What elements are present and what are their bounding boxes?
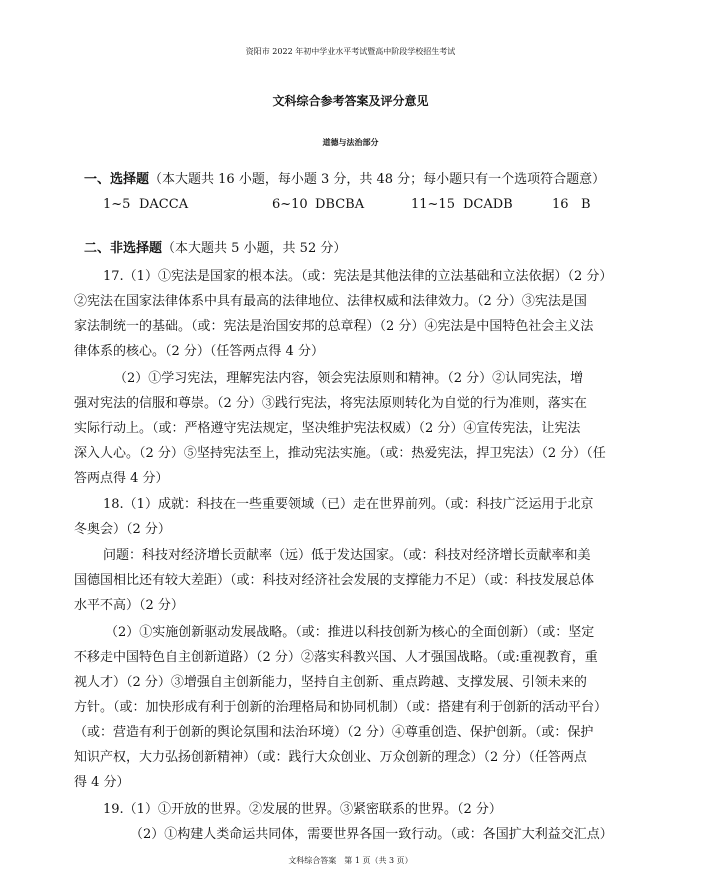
section-title: 道德与法治部分 [322, 138, 379, 147]
answer-value: B [581, 197, 591, 212]
text-line: 冬奥会）（2 分） [74, 522, 171, 537]
text-line: 水平不高）（2 分） [74, 598, 184, 613]
text-line: （2）①学习宪法，理解宪法内容，领会宪法原则和精神。（2 分）②认同宪法，增 [114, 371, 584, 386]
text-line: 强对宪法的信服和尊崇。（2 分）③践行宪法，将宪法原则转化为自觉的行为准则，落实在 [74, 396, 587, 411]
answer-value: DBCBA [315, 197, 365, 212]
text-line: 实际行动上。（或：严格遵守宪法规定，坚决维护宪法权威）（2 分）④宣传宪法，让宪法 [74, 421, 581, 436]
text-line: 国德国相比还有较大差距）（或：科技对经济社会发展的支撑能力不足）（或：科技发展总体 [74, 573, 595, 588]
text-line: 视人才）（2 分）③增强自主创新能力，坚持自主创新、重点跨越、支撑发展、引领未来的 [74, 675, 587, 690]
part1-heading [84, 171, 605, 189]
text-line: （2）①构建人类命运共同体，需要世界各国一致行动。（或：各国扩大利益交汇点） [130, 827, 613, 842]
text-line: 律体系的核心。（2 分）（任答两点得 4 分） [74, 344, 324, 359]
text-line: 家法制统一的基础。（或：宪法是治国安邦的总章程）（2 分）④宪法是中国特色社会主义法 [74, 319, 594, 334]
part2-note: （本大题共 5 小题，共 52 分） [162, 241, 347, 256]
answer-value: DCADB [463, 197, 513, 212]
text-line: （或：营造有利于创新的舆论氛围和法治环境）（2 分）④尊重创造、保护创新。（或：保护 [74, 725, 594, 740]
answer-range: 1~5 [103, 197, 131, 212]
text-line: 得 4 分） [74, 775, 130, 790]
answer-value: DACCA [139, 197, 189, 212]
part1-note: （本大题共 16 小题，每小题 3 分，共 48 分；每小题只有一个选项符合题意） [149, 172, 606, 187]
part2-heading [84, 240, 346, 258]
answer-key-title: 文科综合参考答案及评分意见 [272, 94, 429, 108]
part2-label: 二、非选择题 [84, 241, 163, 256]
text-line: 18.（1）成就：科技在一些重要领域（已）走在世界前列。（或：科技广泛运用于北京 [103, 497, 594, 512]
answer-range: 6~10 [272, 197, 308, 212]
text-line: 19.（1）①开放的世界。②发展的世界。③紧密联系的世界。（2 分） [103, 802, 502, 817]
exam-title: 资阳市 2022 年初中学业水平考试暨高中阶段学校招生考试 [245, 47, 456, 56]
text-line: （2）①实施创新驱动发展战略。（或：推进以科技创新为核心的全面创新）（或：坚定 [105, 625, 595, 640]
page-footer: 文科综合答案 第 1 页（共 3 页） [288, 856, 413, 865]
answer-range: 11~15 [411, 197, 455, 212]
text-line: 方针。（或：加快形成有利于创新的治理格局和协同机制）（或：搭建有利于创新的活动平台） [74, 700, 608, 715]
text-line: 深入人心。（2 分）⑤坚持宪法至上，推动宪法实施。（或：热爱宪法，捍卫宪法）（2 分）（任 [74, 446, 606, 461]
text-line: ②宪法在国家法律体系中具有最高的法律地位、法律权威和法律效力。（2 分）③宪法是国 [74, 294, 587, 309]
text-line: 17.（1）①宪法是国家的根本法。（或：宪法是其他法律的立法基础和立法依据）（2 分） [103, 269, 613, 284]
text-line: 问题：科技对经济增长贡献率（远）低于发达国家。（或：科技对经济增长贡献率和美 [103, 548, 591, 563]
part1-label: 一、选择题 [84, 172, 150, 187]
text-line: 知识产权，大力弘扬创新精神）（或：践行大众创业、万众创新的理念）（2 分）（任答两点 [74, 750, 587, 765]
answer-range: 16 [552, 197, 569, 212]
text-line: 不移走中国特色自主创新道路）（2 分）②落实科教兴国、人才强国战略。（或:重视教育，重 [74, 650, 598, 665]
text-line: 答两点得 4 分） [74, 471, 169, 486]
